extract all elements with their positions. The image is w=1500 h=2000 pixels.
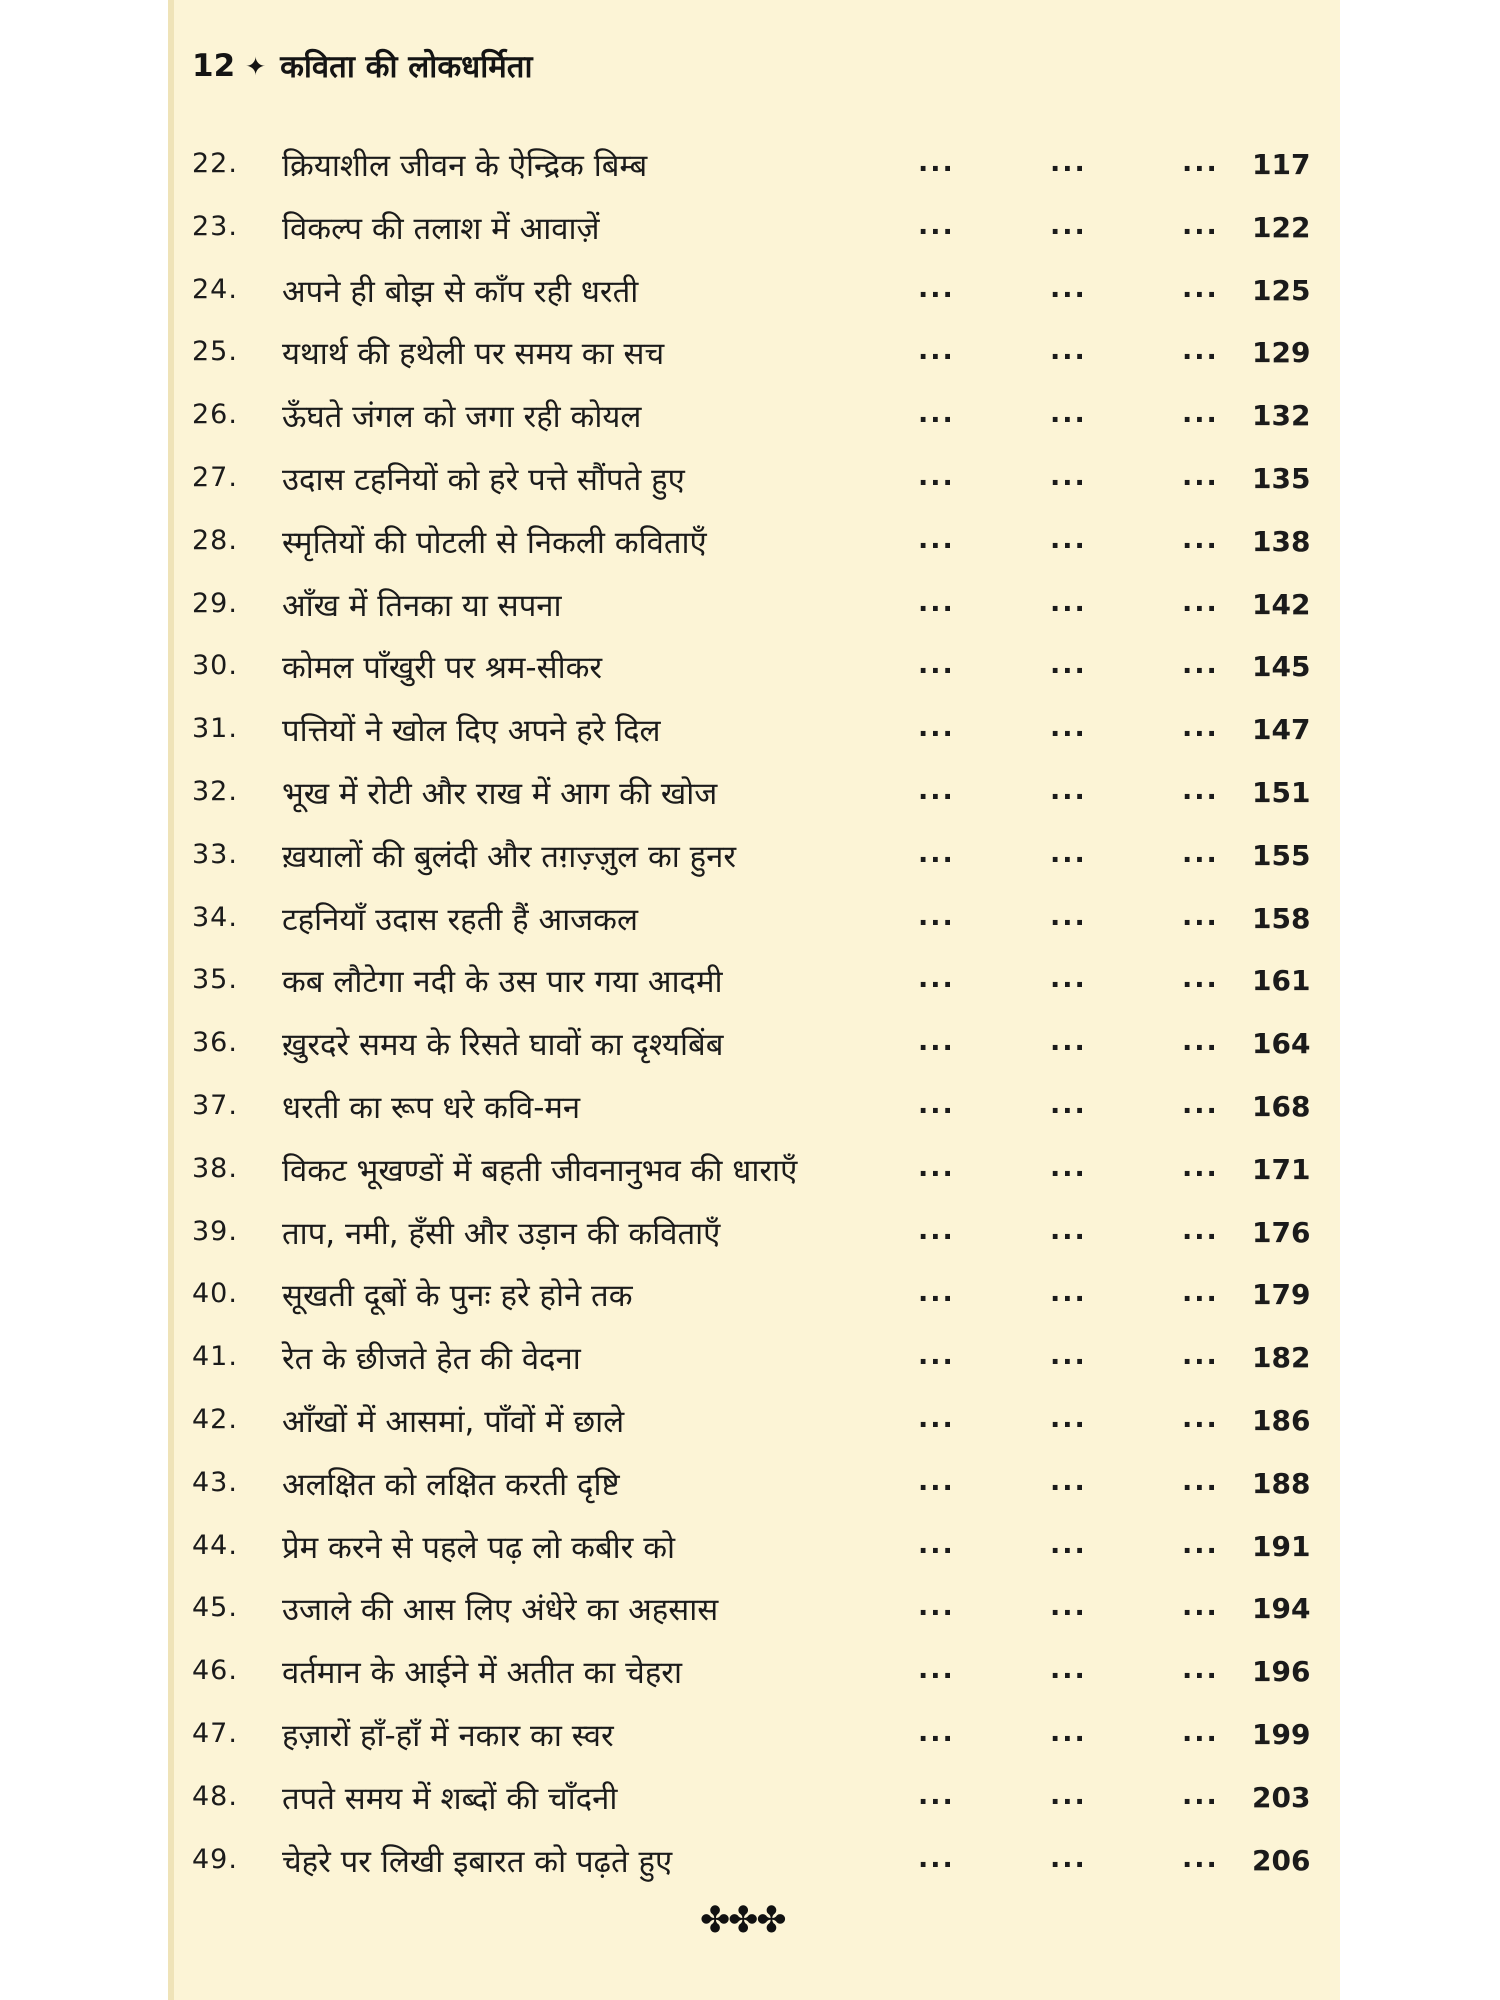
toc-entry-page: 182 [1252, 1341, 1311, 1375]
leader-dots: ... [1182, 963, 1219, 995]
leader-dots: ... [1050, 1277, 1087, 1309]
leader-dots: ... [1050, 900, 1087, 932]
toc-entry-page: 117 [1252, 148, 1311, 181]
toc-entry-title: तपते समय में शब्दों की चाँदनी [282, 1780, 618, 1817]
leader-dots: ... [918, 900, 955, 932]
toc-entry-page: 194 [1252, 1592, 1311, 1626]
leader-dots: ... [1050, 1779, 1087, 1811]
toc-entry-title: यथार्थ की हथेली पर समय का सच [282, 336, 665, 373]
toc-entry [192, 1266, 1320, 1329]
leader-dots: ... [1050, 1402, 1087, 1434]
leader-dots: ... [1182, 1214, 1219, 1246]
leader-dots: ... [918, 1151, 955, 1183]
toc-entry-number: 44. [192, 1529, 238, 1561]
toc-entry-page: 158 [1252, 901, 1311, 935]
leader-dots: ... [1182, 586, 1219, 618]
toc-entry-number: 33. [192, 838, 238, 870]
leader-dots: ... [1182, 209, 1219, 241]
toc-entry-number: 34. [192, 901, 238, 933]
toc-entry-page: 147 [1252, 713, 1311, 747]
toc-entry-number: 35. [192, 964, 238, 996]
leader-dots: ... [1050, 963, 1087, 995]
toc-entry-page: 138 [1252, 524, 1311, 558]
toc-entry [192, 890, 1320, 953]
running-header [192, 40, 532, 92]
toc-entry [192, 262, 1320, 325]
toc-entry [192, 1769, 1320, 1832]
toc-entry-title: विकट भूखण्डों में बहती जीवनानुभव की धाराएँ [282, 1152, 798, 1189]
leader-dots: ... [918, 837, 955, 869]
toc-entry-page: 186 [1252, 1403, 1311, 1437]
toc-entry-number: 48. [192, 1780, 238, 1812]
leader-dots: ... [1050, 460, 1087, 492]
leader-dots: ... [918, 586, 955, 618]
leader-dots: ... [1050, 335, 1087, 367]
toc-entry [192, 1329, 1320, 1392]
leader-dots: ... [918, 712, 955, 744]
toc-entry [192, 764, 1320, 827]
page-number: 12 [192, 48, 236, 84]
toc-entry-title: ऊँघते जंगल को जगा रही कोयल [282, 399, 642, 436]
toc-entry [192, 1141, 1320, 1204]
toc-entry [192, 1015, 1320, 1078]
toc-entry-number: 25. [192, 336, 238, 368]
toc-entry-number: 43. [192, 1466, 238, 1498]
leader-dots: ... [918, 1026, 955, 1058]
leader-dots: ... [1182, 1277, 1219, 1309]
book-title: कविता की लोकधर्मिता [280, 49, 533, 85]
leader-dots: ... [1050, 1151, 1087, 1183]
toc-entry-page: 168 [1252, 1089, 1311, 1123]
toc-entry [192, 1455, 1320, 1518]
toc-entry-page: 188 [1252, 1466, 1311, 1500]
toc-entry-title: टहनियाँ उदास रहती हैं आजकल [282, 901, 638, 938]
toc-entry-title: सूखती दूबों के पुनः हरे होने तक [282, 1278, 633, 1315]
toc-entry-page: 135 [1252, 461, 1311, 495]
toc-entry-page: 199 [1252, 1717, 1311, 1751]
leader-dots: ... [918, 649, 955, 681]
star-ornament-icon: ✦ [245, 51, 267, 81]
toc-entry [192, 1706, 1320, 1769]
toc-entry-number: 29. [192, 587, 238, 619]
toc-entry-page: 161 [1252, 964, 1311, 998]
leader-dots: ... [1182, 1465, 1219, 1497]
toc-entry [192, 1518, 1320, 1581]
leader-dots: ... [1050, 1528, 1087, 1560]
toc-entry-page: 171 [1252, 1152, 1311, 1186]
leader-dots: ... [918, 1779, 955, 1811]
leader-dots: ... [1182, 335, 1219, 367]
leader-dots: ... [1050, 1026, 1087, 1058]
leader-dots: ... [918, 1465, 955, 1497]
leader-dots: ... [1050, 1654, 1087, 1686]
leader-dots: ... [1182, 837, 1219, 869]
toc-entry-number: 49. [192, 1843, 238, 1875]
leader-dots: ... [918, 1340, 955, 1372]
toc-entry [192, 638, 1320, 701]
toc-entry-page: 122 [1252, 210, 1311, 244]
toc-entry-title: पत्तियों ने खोल दिए अपने हरे दिल [282, 713, 661, 750]
toc-entry [192, 387, 1320, 450]
toc-entry [192, 199, 1320, 262]
leader-dots: ... [918, 1402, 955, 1434]
leader-dots: ... [1182, 1088, 1219, 1120]
toc-entry-page: 155 [1252, 838, 1311, 872]
leader-dots: ... [1182, 1151, 1219, 1183]
leader-dots: ... [1182, 649, 1219, 681]
leader-dots: ... [1182, 712, 1219, 744]
table-of-contents [192, 136, 1320, 1894]
leader-dots: ... [1050, 1591, 1087, 1623]
toc-entry-title: कोमल पाँखुरी पर श्रम-सीकर [282, 650, 603, 687]
leader-dots: ... [918, 147, 955, 178]
toc-entry [192, 450, 1320, 513]
toc-entry-number: 36. [192, 1027, 238, 1059]
toc-entry-page: 129 [1252, 336, 1311, 370]
toc-entry-title: उजाले की आस लिए अंधेरे का अहसास [282, 1592, 719, 1629]
toc-entry-number: 28. [192, 524, 238, 556]
leader-dots: ... [1182, 1528, 1219, 1560]
toc-entry-page: 142 [1252, 587, 1311, 621]
toc-entry [192, 136, 1320, 199]
toc-entry-number: 26. [192, 399, 238, 431]
toc-entry-number: 47. [192, 1717, 238, 1749]
toc-entry-title: ताप, नमी, हँसी और उड़ान की कविताएँ [282, 1215, 721, 1252]
toc-entry-page: 145 [1252, 650, 1311, 684]
toc-entry-page: 206 [1252, 1843, 1311, 1877]
leader-dots: ... [1050, 1465, 1087, 1497]
leader-dots: ... [1182, 1779, 1219, 1811]
toc-entry-number: 40. [192, 1278, 238, 1310]
leader-dots: ... [1050, 712, 1087, 744]
toc-entry-number: 32. [192, 775, 238, 807]
toc-entry [192, 513, 1320, 576]
toc-entry-number: 42. [192, 1403, 238, 1435]
leader-dots: ... [1050, 272, 1087, 304]
toc-entry [192, 1204, 1320, 1267]
toc-entry-number: 41. [192, 1341, 238, 1373]
toc-entry [192, 576, 1320, 639]
toc-entry-page: 191 [1252, 1529, 1311, 1563]
leader-dots: ... [1050, 837, 1087, 869]
leader-dots: ... [1050, 1214, 1087, 1246]
toc-entry-title: वर्तमान के आईने में अतीत का चेहरा [282, 1655, 682, 1692]
leader-dots: ... [1182, 1026, 1219, 1058]
toc-entry-number: 46. [192, 1655, 238, 1687]
toc-entry-number: 30. [192, 650, 238, 682]
leader-dots: ... [918, 335, 955, 367]
toc-entry-title: ख़यालों की बुलंदी और तग़ज़्ज़ुल का हुनर [282, 838, 737, 875]
leader-dots: ... [1050, 1842, 1087, 1874]
toc-entry-title: आँखों में आसमां, पाँवों में छाले [282, 1403, 625, 1440]
toc-entry-title: अपने ही बोझ से काँप रही धरती [282, 273, 639, 310]
leader-dots: ... [1182, 1402, 1219, 1434]
leader-dots: ... [1182, 900, 1219, 932]
toc-entry [192, 1392, 1320, 1455]
toc-entry-number: 37. [192, 1089, 238, 1121]
leader-dots: ... [1182, 272, 1219, 304]
leader-dots: ... [1182, 1340, 1219, 1372]
page-edge-shadow [168, 0, 174, 2000]
toc-entry-number: 45. [192, 1592, 238, 1624]
leader-dots: ... [918, 523, 955, 555]
toc-entry-title: ख़ुरदरे समय के रिसते घावों का दृश्यबिंब [282, 1027, 724, 1064]
toc-entry-page: 203 [1252, 1780, 1311, 1814]
leader-dots: ... [1050, 209, 1087, 241]
toc-entry-page: 179 [1252, 1278, 1311, 1312]
toc-entry-title: कब लौटेगा नदी के उस पार गया आदमी [282, 964, 723, 1001]
toc-entry-number: 39. [192, 1215, 238, 1247]
toc-entry-page: 151 [1252, 775, 1311, 809]
toc-entry-title: धरती का रूप धरे कवि-मन [282, 1089, 581, 1126]
leader-dots: ... [1182, 523, 1219, 555]
leader-dots: ... [918, 1214, 955, 1246]
toc-entry-page: 176 [1252, 1215, 1311, 1249]
leader-dots: ... [918, 1716, 955, 1748]
toc-entry [192, 1078, 1320, 1141]
toc-entry [192, 324, 1320, 387]
leader-dots: ... [1182, 1654, 1219, 1686]
leader-dots: ... [1050, 147, 1087, 178]
toc-entry-title: क्रियाशील जीवन के ऐन्द्रिक बिम्ब [282, 148, 648, 184]
toc-entry-number: 38. [192, 1152, 238, 1184]
leader-dots: ... [1050, 649, 1087, 681]
toc-entry-page: 125 [1252, 273, 1311, 307]
toc-entry [192, 1832, 1320, 1895]
leader-dots: ... [918, 774, 955, 806]
toc-entry-title: हज़ारों हाँ-हाँ में नकार का स्वर [282, 1717, 614, 1754]
leader-dots: ... [918, 1591, 955, 1623]
toc-entry [192, 827, 1320, 890]
leader-dots: ... [1182, 398, 1219, 430]
leader-dots: ... [1182, 147, 1219, 178]
leader-dots: ... [1182, 1842, 1219, 1874]
leader-dots: ... [1050, 523, 1087, 555]
leader-dots: ... [1182, 1591, 1219, 1623]
toc-entry-title: रेत के छीजते हेत की वेदना [282, 1341, 581, 1378]
end-ornament-icon: ✤✤✤ [700, 1900, 785, 1941]
leader-dots: ... [1050, 1340, 1087, 1372]
leader-dots: ... [1050, 398, 1087, 430]
leader-dots: ... [918, 398, 955, 430]
toc-entry-title: आँख में तिनका या सपना [282, 587, 562, 624]
toc-entry [192, 1643, 1320, 1706]
leader-dots: ... [1050, 1716, 1087, 1748]
toc-entry-title: चेहरे पर लिखी इबारत को पढ़ते हुए [282, 1843, 673, 1880]
leader-dots: ... [918, 460, 955, 492]
leader-dots: ... [918, 1088, 955, 1120]
leader-dots: ... [1182, 1716, 1219, 1748]
toc-entry [192, 1580, 1320, 1643]
leader-dots: ... [1050, 1088, 1087, 1120]
leader-dots: ... [1050, 586, 1087, 618]
toc-entry-number: 22. [192, 148, 238, 179]
leader-dots: ... [1182, 774, 1219, 806]
toc-entry-number: 23. [192, 210, 238, 242]
toc-entry-title: भूख में रोटी और राख में आग की खोज [282, 775, 718, 812]
toc-entry-page: 132 [1252, 399, 1311, 433]
toc-entry-title: विकल्प की तलाश में आवाज़ें [282, 210, 600, 247]
leader-dots: ... [918, 1842, 955, 1874]
leader-dots: ... [918, 209, 955, 241]
toc-entry [192, 952, 1320, 1015]
leader-dots: ... [918, 1654, 955, 1686]
toc-entry-title: स्मृतियों की पोटली से निकली कविताएँ [282, 524, 707, 561]
toc-entry-page: 164 [1252, 1027, 1311, 1061]
leader-dots: ... [918, 963, 955, 995]
toc-entry [192, 701, 1320, 764]
leader-dots: ... [918, 272, 955, 304]
toc-entry-number: 27. [192, 461, 238, 493]
toc-entry-title: प्रेम करने से पहले पढ़ लो कबीर को [282, 1529, 676, 1566]
toc-entry-title: उदास टहनियों को हरे पत्ते सौंपते हुए [282, 461, 685, 498]
leader-dots: ... [918, 1277, 955, 1309]
toc-entry-number: 31. [192, 713, 238, 745]
toc-entry-title: अलक्षित को लक्षित करती दृष्टि [282, 1466, 620, 1503]
leader-dots: ... [1050, 774, 1087, 806]
toc-entry-page: 196 [1252, 1655, 1311, 1689]
toc-entry-number: 24. [192, 273, 238, 305]
leader-dots: ... [1182, 460, 1219, 492]
leader-dots: ... [918, 1528, 955, 1560]
